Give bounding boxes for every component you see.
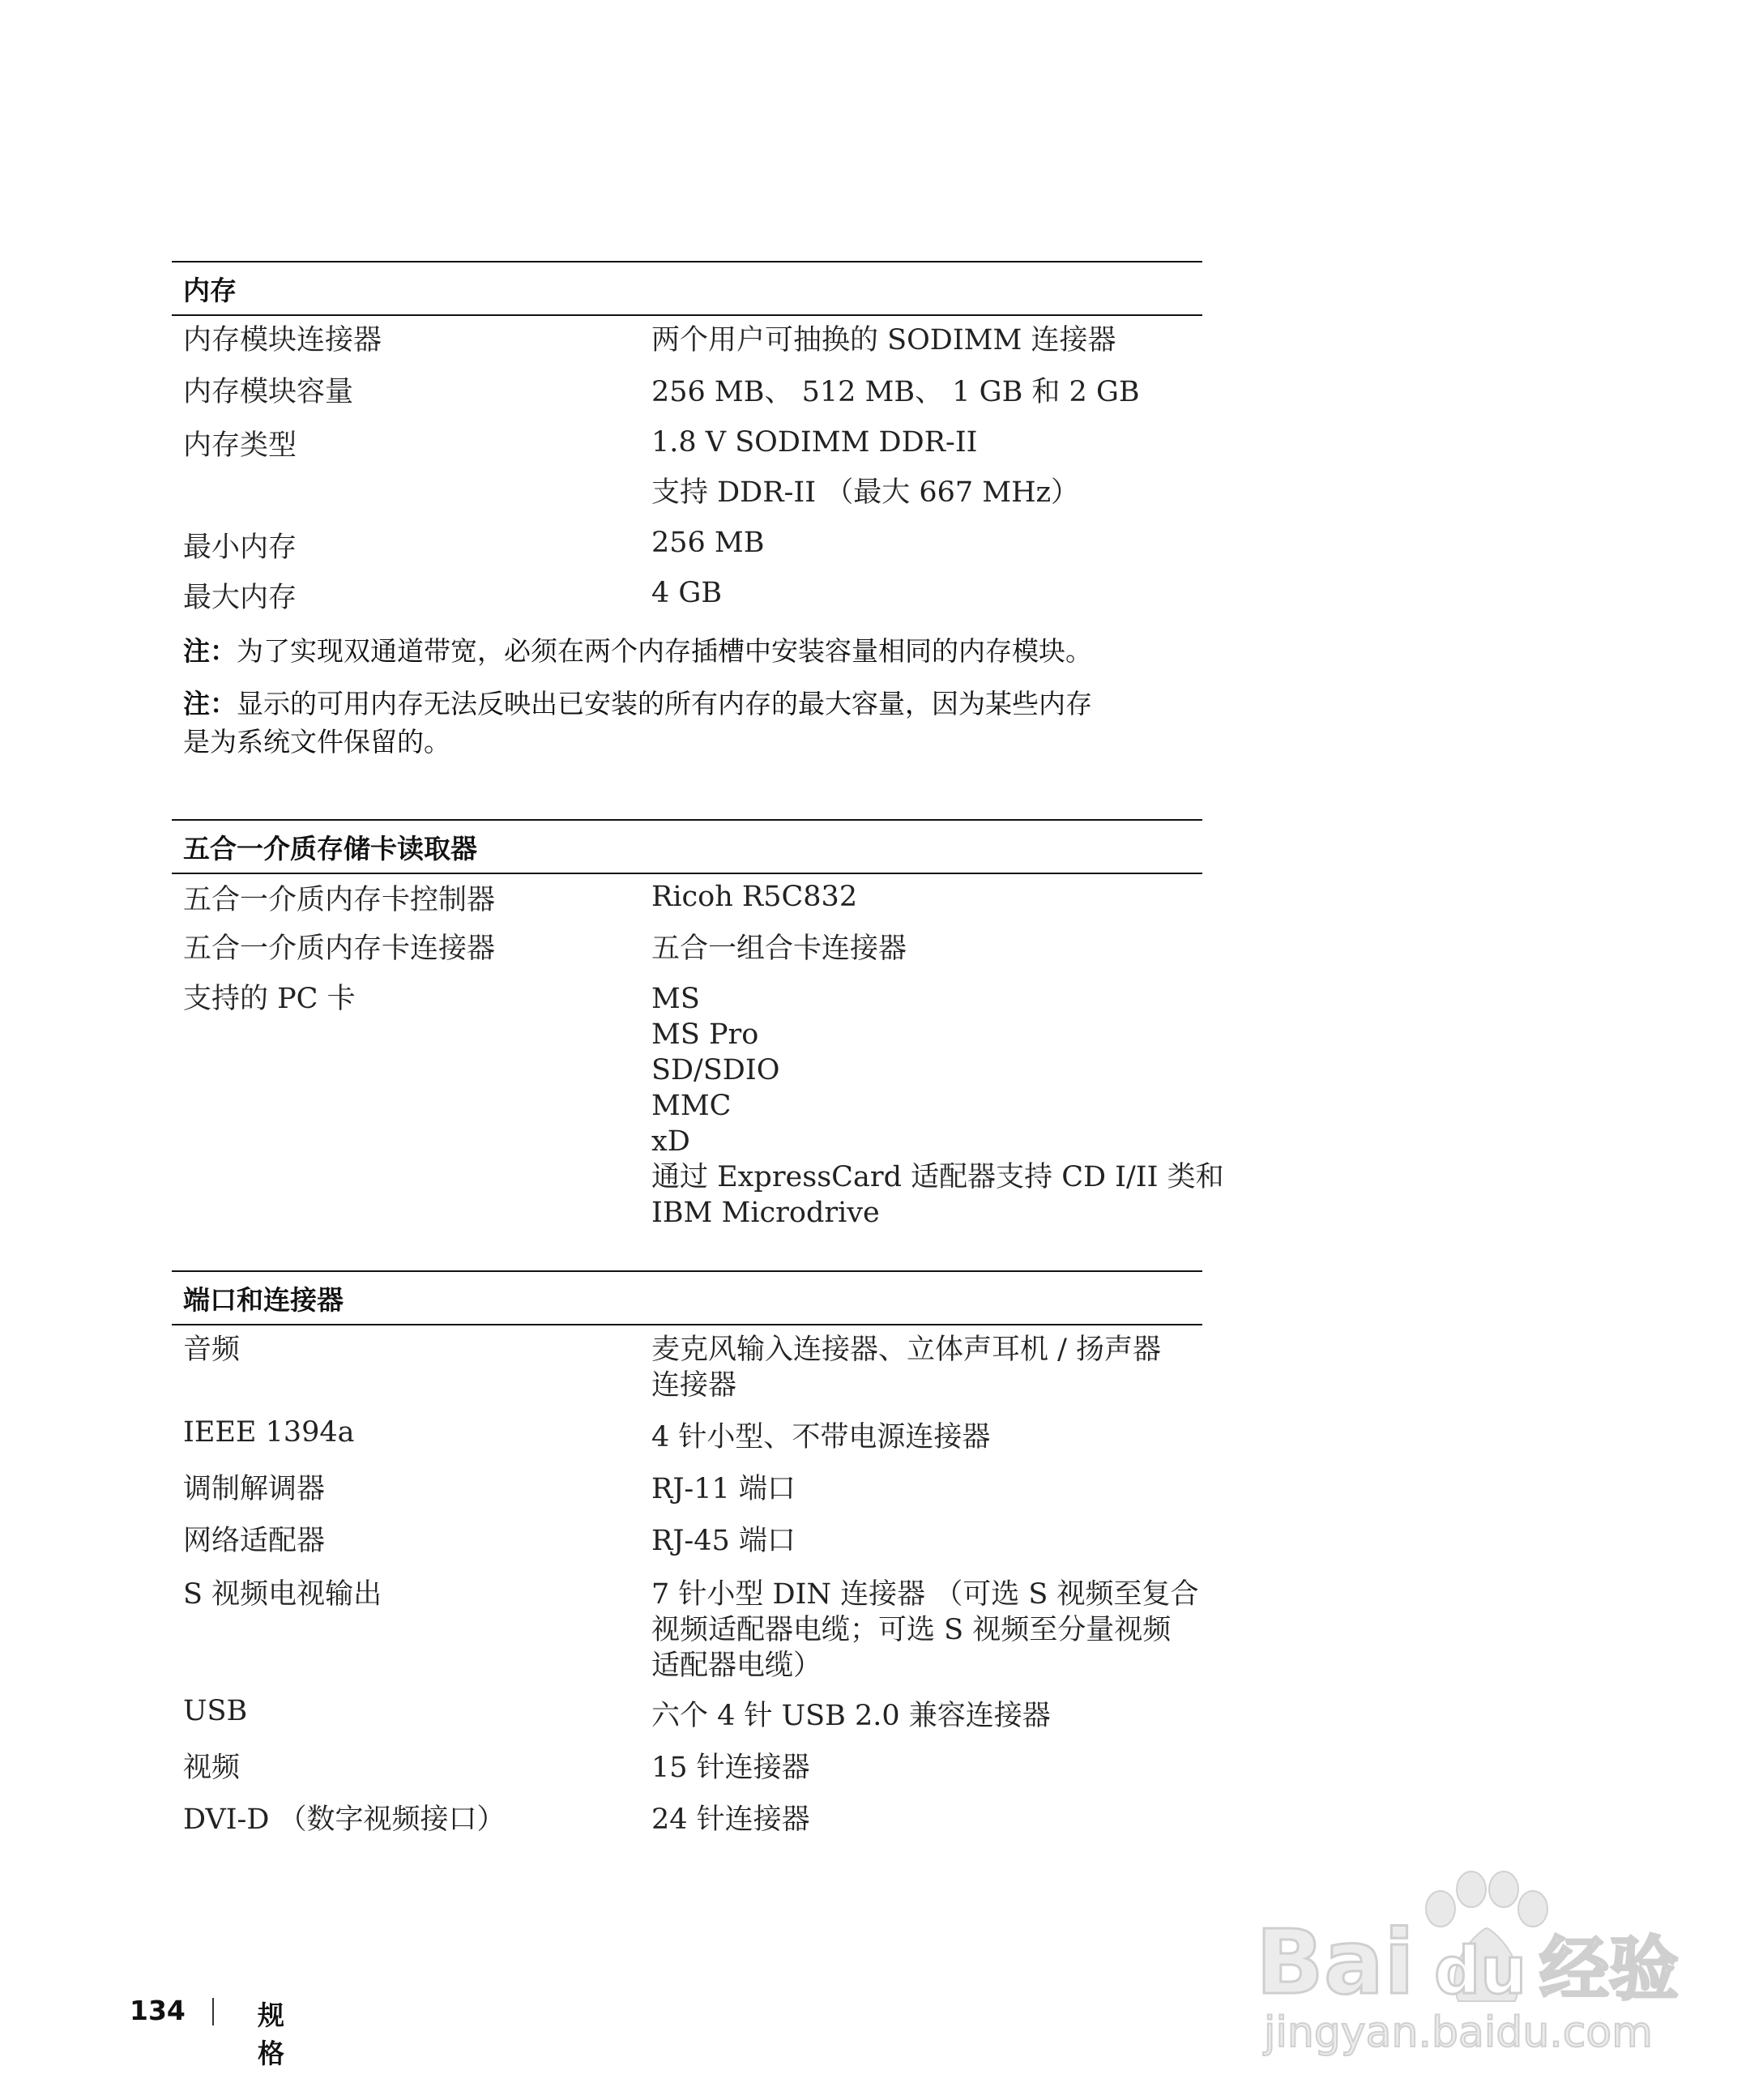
note-text: 显示的可用内存无法反映出已安装的所有内存的最大容量，因为某些内存 [237,688,1092,719]
row-value: 六个 4 针 USB 2.0 兼容连接器 [651,1700,1051,1732]
row-label: 内存模块连接器 [183,324,382,356]
row-value: 256 MB、 512 MB、 1 GB 和 2 GB [651,376,1140,408]
footer-divider [212,1998,214,2025]
watermark-brand: Bai [1256,1910,1415,2014]
watermark-url: jingyan.baidu.com [1264,2008,1653,2057]
row-label: 音频 [183,1334,241,1366]
row-label: 内存类型 [183,429,297,462]
row-label: 五合一介质内存卡连接器 [183,933,496,965]
note-dual-channel [183,632,1204,670]
row-label: 最小内存 [183,531,297,564]
row-label: IEEE 1394a [183,1416,355,1449]
watermark-brand2: du [1434,1933,1527,2008]
row-value [651,425,1202,510]
row-value: 五合一组合卡连接器 [651,933,907,965]
note-available-memory [183,685,1204,761]
row-label: 最大内存 [183,582,297,614]
ports-section [172,1270,1202,1854]
row-value [651,1332,1202,1403]
memory-heading: 内存 [172,261,1202,316]
card-reader-heading: 五合一介质存储卡读取器 [172,819,1202,874]
ports-heading: 端口和连接器 [172,1270,1202,1325]
memory-section [172,261,1202,625]
row-label: USB [183,1695,248,1727]
page-number: 134 [130,1995,186,2026]
memory-row-type [172,425,1202,525]
memory-row-connector [172,322,1202,374]
row-value: 两个用户可抽换的 SODIMM 连接器 [651,324,1116,356]
row-value-line: MS [651,983,700,1015]
ports-row-modem [172,1471,1202,1523]
row-label: 内存模块容量 [183,376,354,408]
row-value-line: MS Pro [651,1018,759,1051]
row-value-line: 麦克风输入连接器、立体声耳机 / 扬声器 [651,1334,1162,1366]
row-value-line: MMC [651,1090,732,1122]
row-label: 视频 [183,1752,241,1784]
row-value-line: 适配器电缆） [651,1650,822,1682]
row-value: 24 针连接器 [651,1803,810,1836]
ports-row-dvi [172,1802,1202,1854]
memory-row-max [172,575,1202,625]
row-value-line: 7 针小型 DIN 连接器 （可选 S 视频至复合 [651,1578,1199,1611]
note-text: 是为系统文件保留的。 [183,726,450,758]
ports-row-audio [172,1332,1202,1419]
card-row-connector [172,931,1202,981]
baidu-watermark [1240,1855,1693,2058]
row-value: 4 GB [651,577,723,609]
row-value-line: SD/SDIO [651,1054,780,1086]
baidu-paw-icon [1240,1855,1693,2058]
card-reader-section [172,819,1224,1248]
row-label: 支持的 PC 卡 [183,983,356,1015]
note-prefix: 注： [183,635,237,667]
row-value: 15 针连接器 [651,1752,810,1784]
ports-row-ieee1394 [172,1416,1202,1471]
card-row-controller [172,879,1202,931]
row-label: 网络适配器 [183,1525,326,1557]
row-value: RJ-11 端口 [651,1473,796,1505]
chapter-title: 规格 [258,2000,284,2069]
row-value-line: 连接器 [651,1369,737,1402]
row-value [651,1577,1202,1684]
row-label: S 视频电视输出 [183,1578,382,1611]
row-value-line: IBM Microdrive [651,1197,880,1229]
row-value: RJ-45 端口 [651,1525,796,1557]
row-value-line: 1.8 V SODIMM DDR-II [651,426,978,459]
card-row-supported [172,981,1224,1248]
row-value [651,981,1224,1231]
note-prefix: 注： [183,688,237,719]
row-value-line: 通过 ExpressCard 适配器支持 CD I/II 类和 [651,1161,1224,1193]
row-value-line: 视频适配器电缆；可选 S 视频至分量视频 [651,1614,1172,1646]
row-value: Ricoh R5C832 [651,881,858,913]
row-label: 五合一介质内存卡控制器 [183,884,496,916]
row-value-line: 支持 DDR-II （最大 667 MHz） [651,476,1080,509]
row-label: DVI-D （数字视频接口） [183,1803,506,1836]
ports-row-network [172,1523,1202,1577]
row-value-line: xD [651,1125,690,1158]
memory-row-capacity [172,374,1202,425]
watermark-cn: 经验 [1539,1929,1679,2010]
row-value: 4 针小型、不带电源连接器 [651,1421,991,1453]
row-label: 调制解调器 [183,1473,326,1505]
row-value: 256 MB [651,527,765,559]
ports-row-usb [172,1695,1202,1750]
ports-row-svideo [172,1577,1202,1698]
ports-row-video [172,1750,1202,1802]
memory-row-min [172,525,1202,575]
note-text: 为了实现双通道带宽，必须在两个内存插槽中安装容量相同的内存模块。 [237,635,1092,667]
